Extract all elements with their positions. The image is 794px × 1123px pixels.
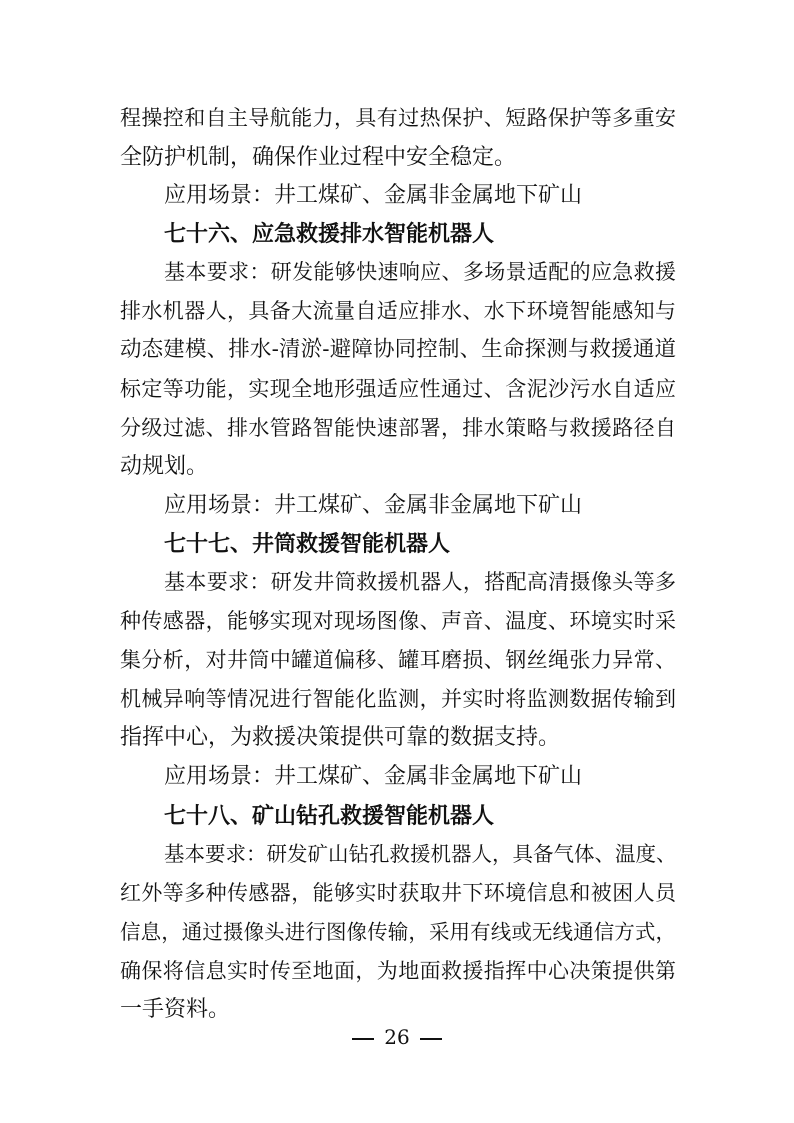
application-scenario: 应用场景：井工煤矿、金属非金属地下矿山 xyxy=(164,493,583,518)
application-scenario: 应用场景：井工煤矿、金属非金属地下矿山 xyxy=(164,183,583,208)
footer-dash-right xyxy=(420,1038,442,1040)
paragraph-line: 基本要求：研发矿山钻孔救援机器人，具备气体、温度、 xyxy=(164,842,677,866)
paragraph-line: 集分析，对井筒中罐道偏移、罐耳磨损、钢丝绳张力异常、 xyxy=(120,648,676,672)
paragraph-line: 动态建模、排水-清淤-避障协同控制、生命探测与救援通道 xyxy=(120,337,676,362)
paragraph-line: 全防护机制，确保作业过程中安全稳定。 xyxy=(120,145,517,170)
paragraph-line: 标定等功能，实现全地形强适应性通过、含泥沙污水自适应 xyxy=(120,377,676,401)
paragraph-line: 动规划。 xyxy=(120,454,209,479)
paragraph-line: 基本要求：研发能够快速响应、多场景适配的应急救援 xyxy=(164,260,676,284)
paragraph-line: 排水机器人，具备大流量自适应排水、水下环境智能感知与 xyxy=(120,299,676,323)
paragraph-line: 红外等多种传感器，能够实时获取井下环境信息和被困人员 xyxy=(120,881,676,905)
page-footer xyxy=(0,1022,794,1052)
section-heading: 七十七、井筒救援智能机器人 xyxy=(164,531,451,557)
paragraph-line: 信息，通过摄像头进行图像传输，采用有线或无线通信方式， xyxy=(120,920,676,944)
page-number: 26 xyxy=(384,1025,410,1049)
paragraph-line: 指挥中心，为救援决策提供可靠的数据支持。 xyxy=(120,725,561,750)
paragraph-line: 一手资料。 xyxy=(120,997,231,1022)
application-scenario: 应用场景：井工煤矿、金属非金属地下矿山 xyxy=(164,764,583,789)
paragraph-line: 机械异响等情况进行智能化监测，并实时将监测数据传输到 xyxy=(120,687,676,711)
section-heading: 七十八、矿山钻孔救援智能机器人 xyxy=(164,803,495,829)
paragraph-line: 分级过滤、排水管路智能快速部署，排水策略与救援路径自 xyxy=(120,416,676,440)
section-heading: 七十六、应急救援排水智能机器人 xyxy=(164,221,495,247)
footer-dash-left xyxy=(352,1038,374,1040)
paragraph-line: 确保将信息实时传至地面，为地面救援指挥中心决策提供第 xyxy=(120,959,676,983)
paragraph-line: 基本要求：研发井筒救援机器人，搭配高清摄像头等多 xyxy=(164,570,676,594)
paragraph-line: 程操控和自主导航能力，具有过热保护、短路保护等多重安 xyxy=(120,106,676,130)
paragraph-line: 种传感器，能够实现对现场图像、声音、温度、环境实时采 xyxy=(120,609,676,633)
